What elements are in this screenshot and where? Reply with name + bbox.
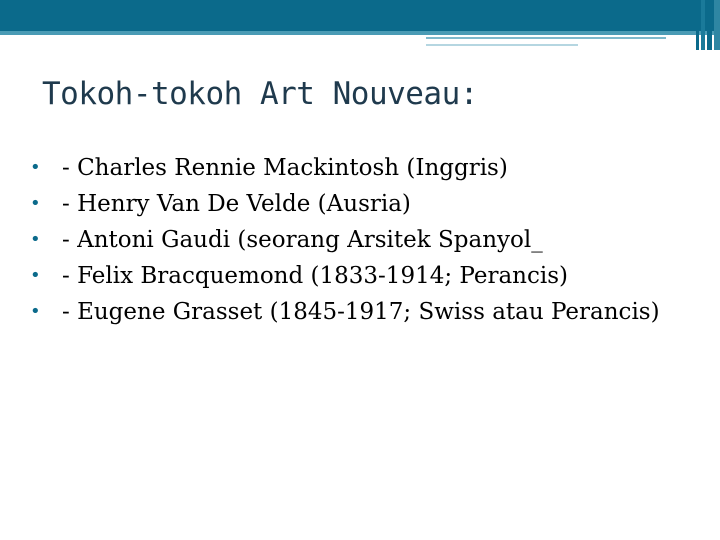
bullet-item — [26, 258, 686, 294]
bullet-item — [26, 294, 686, 330]
header-divider-line-secondary — [426, 44, 578, 46]
bullet-list — [26, 150, 686, 330]
bullet-icon: • — [30, 157, 41, 178]
bullet-text: - Felix Bracquemond (1833-1914; Perancis) — [62, 263, 568, 289]
bullet-item — [26, 150, 686, 186]
corner-stripe — [696, 0, 699, 50]
header-band-accent — [0, 31, 720, 35]
corner-stripe — [714, 0, 720, 50]
corner-stripe — [707, 0, 712, 50]
bullet-item — [26, 222, 686, 258]
bullet-icon: • — [30, 265, 41, 286]
bullet-icon: • — [30, 229, 41, 250]
bullet-icon: • — [30, 193, 41, 214]
bullet-item — [26, 186, 686, 222]
bullet-text: - Henry Van De Velde (Ausria) — [62, 191, 411, 217]
bullet-text: - Eugene Grasset (1845-1917; Swiss atau Perancis) — [62, 299, 660, 325]
slide-title: Tokoh-tokoh Art Nouveau: — [42, 76, 478, 112]
header-divider-line — [426, 37, 666, 39]
bullet-icon: • — [30, 301, 41, 322]
corner-stripes — [694, 0, 720, 50]
header-band — [0, 0, 720, 31]
corner-stripe — [701, 0, 705, 50]
bullet-text: - Antoni Gaudi (seorang Arsitek Spanyol_ — [62, 227, 543, 253]
bullet-text: - Charles Rennie Mackintosh (Inggris) — [62, 155, 508, 181]
